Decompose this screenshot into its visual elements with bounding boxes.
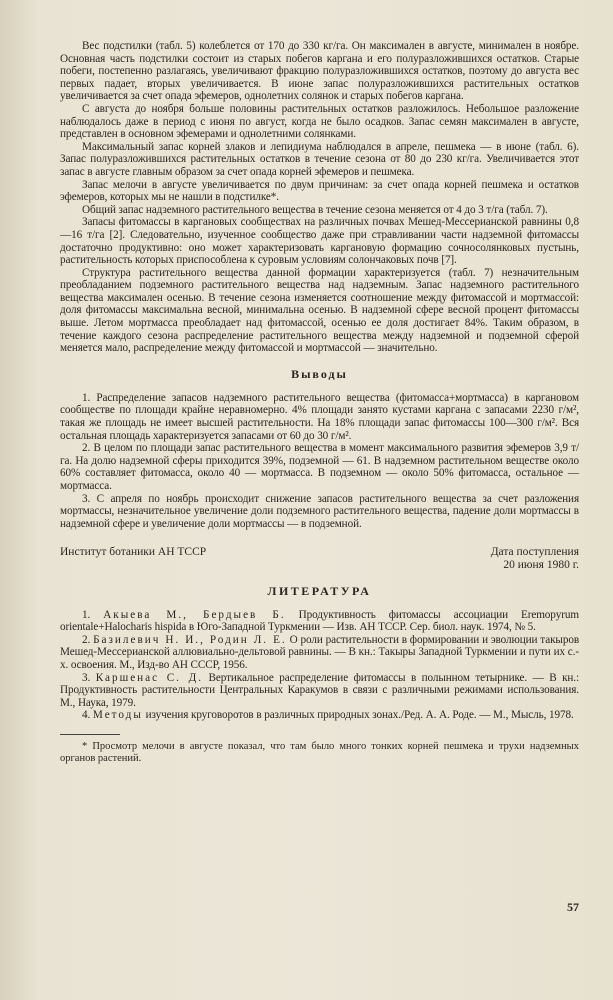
reference-authors: Акыева М., Бердыев Б.: [103, 608, 286, 621]
reference-authors: Методы: [92, 709, 143, 722]
paragraph-total-aboveground: Общий запас надземного растительного вещества в течение сезона меняется от 4 до 3 т/га (табл. 7).: [82, 203, 548, 216]
paragraph-phytomass-reserves: Запасы фитомассы в каргановых сообществах на различных почвах Мешед-Мессерианской равнины 0,8—16 т/га [2]. Следовательно, изученное сообщество даже при стравливании части надземной фитомассы достаточно продуктивно: оно может характеризовать каргановую формацию сочносолянковых пустынь, растительность которых приспособлена к суровым условиям солончаковых почв [7].: [60, 216, 579, 267]
paragraph-roots: Максимальный запас корней злаков и лепидиума наблюдался в апреле, пешмека — в июне (табл. 6). Запас полуразложившихся растительных остатков в течение сезона от 80 до 230 кг/га. Увеличивается этот запас в августе главным образом за счет опада корней эфемеров и пешмека.: [60, 140, 579, 178]
paragraph-litter: Вес подстилки (табл. 5) колеблется от 170 до 330 кг/га. Он максимален в августе, минимален в ноябре. Основная часть подстилки состоит из старых побегов каргана и его полуразложившихся остатков. Старые побеги, постепенно разлагаясь, увеличивают фракцию полуразложившихся остатков, поэтому до августа вес первых падает, вторых увеличивается. В июне запас полуразложившихся растительных остатков увеличивается за счет опада эфемеров, однолетних солянок и старых побегов каргана.: [60, 40, 579, 103]
reference-number: 3.: [82, 671, 91, 684]
submission-info: [60, 546, 579, 571]
reference-text: Продуктивность фитомассы ассоциации Eremopyrum orientale+Halocharis hispida в Юго-Западной Туркмении — Изв. АН ТССР. Сер. биол. наук. 1974, № 5.: [60, 608, 580, 634]
reference-text: О роли растительности в формировании и эволюции такыров Мешед-Мессерианской аллювиально-дельтовой равнины. — В кн.: Такыры Западной Туркмении и пути их с.-х. освоения. М., Изд-во АН СССР, 1956.: [60, 633, 579, 671]
literature-heading: ЛИТЕРАТУРА: [267, 583, 372, 598]
reference-item: [60, 634, 579, 672]
institution: Институт ботаники АН ТССР: [60, 546, 207, 559]
received-label: Дата поступления: [490, 546, 579, 559]
page-number: 57: [567, 900, 579, 914]
received-block: [491, 546, 579, 571]
reference-text: изучения круговоротов в различных природных зонах./Ред. А. А. Роде. — М., Мысль, 1978.: [145, 709, 574, 722]
reference-number: 2.: [82, 633, 91, 646]
received-date: 20 июня 1980 г.: [503, 558, 579, 571]
footnote-text: * Просмотр мелочи в августе показал, что там было много тонких корней пешмека и трухи надземных органов растений.: [60, 740, 579, 764]
reference-item: [60, 609, 579, 634]
reference-list: [60, 609, 579, 722]
reference-text: Вертикальное распределение фитомассы в полынном тетырнике. — В кн.: Продуктивность растительности Центральных Каракумов в связи с различными режимами использования. М., Наука, 1979.: [60, 671, 579, 709]
paragraph-fine-debris: Запас мелочи в августе увеличивается по двум причинам: за счет опада корней пешмека и остатков эфемеров, которых мы не нашли в подстилке*.: [60, 178, 579, 204]
conclusions-heading: Выводы: [291, 366, 348, 381]
conclusion-item: 2. В целом по площади запас растительного вещества в момент максимального развития эфемеров 3,9 т/га. На долю надземной сферы приходится 39%, подземной — 61. В надземном растительном веществе около 60% составляет фитомасса, около 40 — мортмасса. В подземном — около 50% фитомасса, остальное — мортмасса.: [60, 442, 579, 492]
reference-number: 1.: [82, 608, 91, 621]
reference-item: [60, 709, 579, 722]
paragraph-decomposition: С августа до ноября больше половины растительных остатков разложилось. Небольшое разложение наблюдалось даже в период с июня по август, когда не было осадков. Запас семян максимален в августе, представлен в основном эфемерами и однолетними солянками.: [60, 102, 579, 141]
conclusion-item: 1. Распределение запасов надземного растительного вещества (фитомасса+мортмасса) в каргановом сообществе по площади крайне неравномерно. 4% площади занято кустами каргана с запасами 2230 г/м², такая же площадь не имеет высшей растительности. На 18% площади запас фитомассы 100—300 г/м². Вся остальная площадь характеризуется запасами от 60 до 30 г/м².: [60, 391, 579, 442]
footnote-divider: [60, 734, 120, 735]
footnote: [60, 741, 579, 765]
conclusions-list: [60, 392, 579, 531]
reference-authors: Базилевич Н. И., Родин Л. Е.: [93, 633, 287, 646]
conclusion-item: 3. С апреля по ноябрь происходит снижение запасов растительного вещества за счет разложения мортмассы, незначительное увеличение доли подземного растительного вещества, падение доли мортмассы в надземной сфере и увеличение доли мортмассы — в подземной.: [60, 492, 579, 530]
paragraph-structure: Структура растительного вещества данной формации характеризуется (табл. 7) незначительным преобладанием подземного растительного вещества над надземным. Запас надземного растительного вещества максимален осенью. В течение сезона изменяется соотношение между фитомассой и мортмассой: доля фитомассы максимальна весной, минимальна осенью. В надземной сфере весной процент фитомассы выше. Летом мортмасса преобладает над фитомассой, осенью ее доля достигает 84%. Таким образом, в течение каждого сезона распределение растительного вещества между надземной и подземной сферой меняется мало, распределение между фитомассой и мортмассой — значительно.: [60, 266, 579, 355]
reference-item: [60, 672, 579, 710]
reference-authors: Каршенас С. Д.: [95, 671, 204, 684]
main-text: [60, 40, 579, 355]
reference-number: 4.: [82, 709, 91, 722]
